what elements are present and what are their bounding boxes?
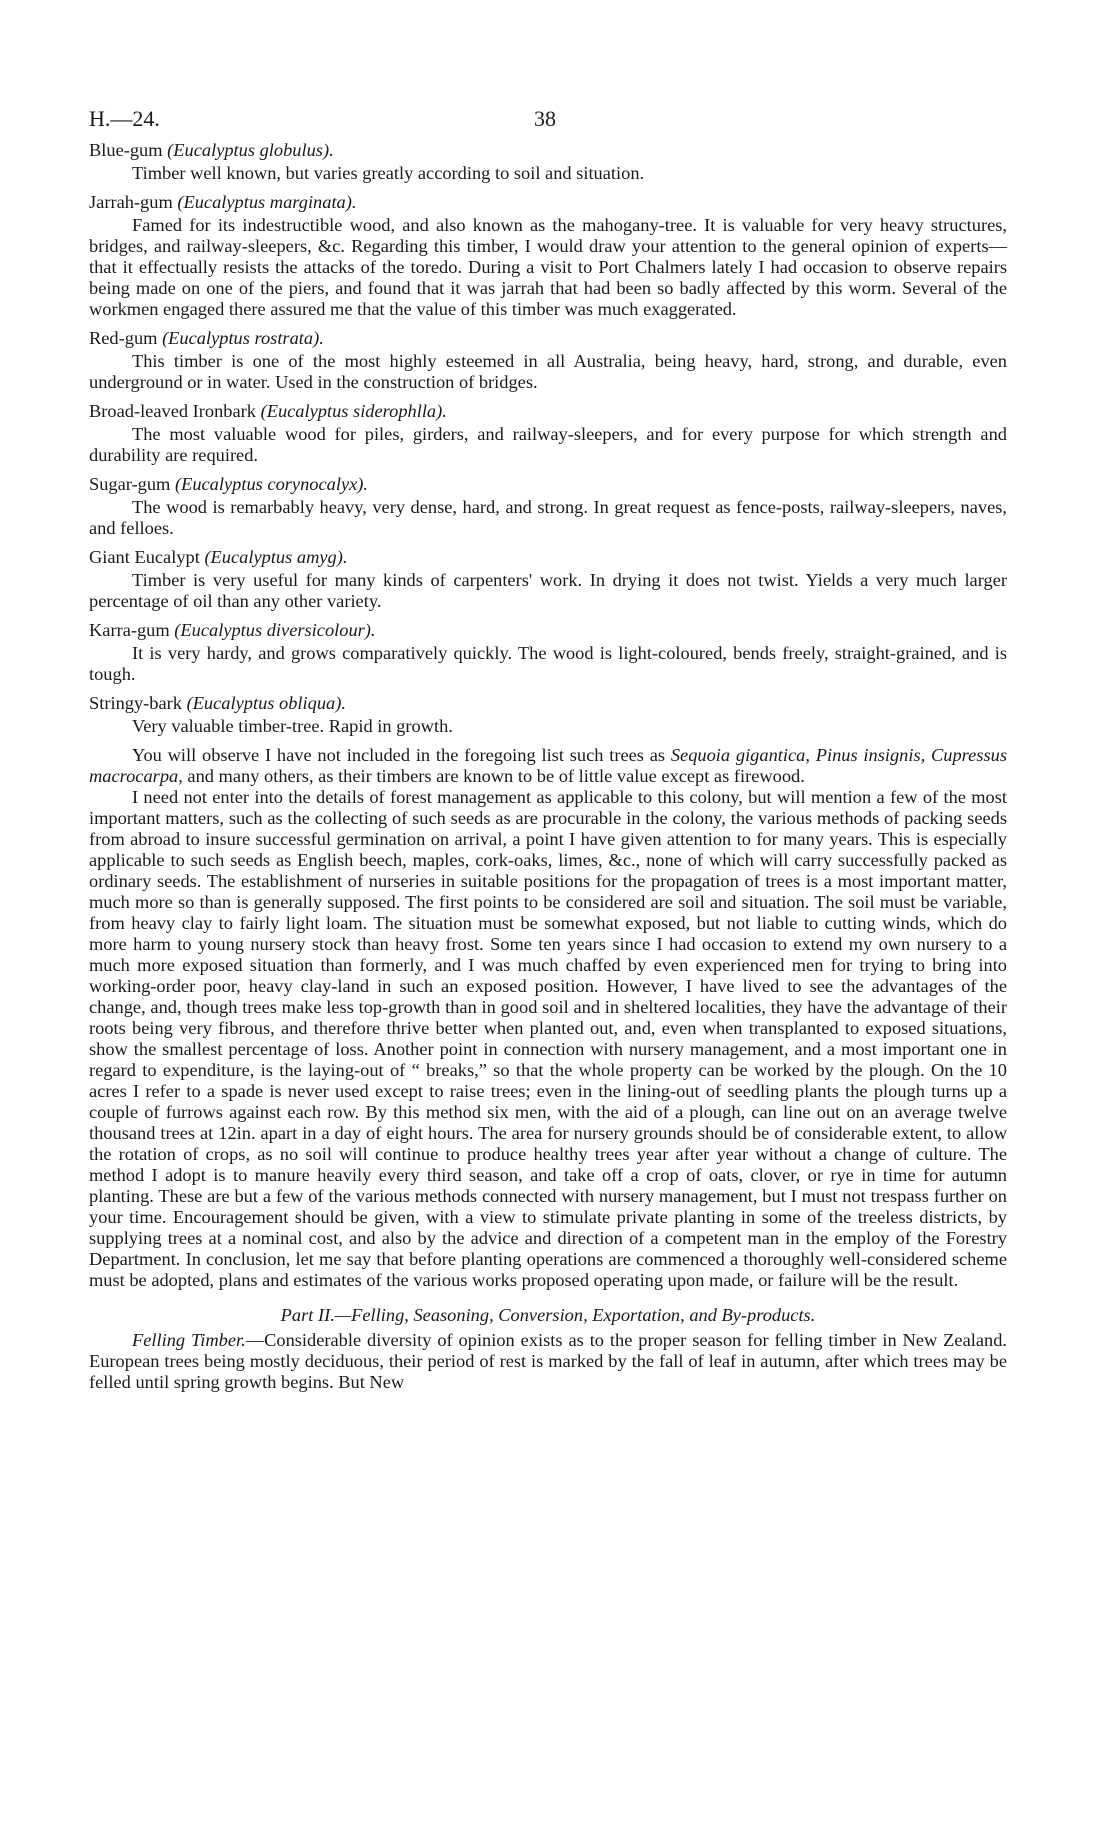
entry-title <box>89 547 1007 568</box>
page-header <box>89 100 1007 140</box>
tree-name: Giant Eucalypt <box>89 547 200 567</box>
section-heading: Part II.—Felling, Seasoning, Conversion, Exportation, and By-products. <box>280 1305 816 1325</box>
document-code: H.—24. <box>89 106 160 131</box>
subsection-lead: Felling Timber. <box>132 1330 246 1350</box>
entry-blue-gum <box>89 140 1007 184</box>
entry-title <box>89 693 1007 714</box>
entry-broad-leaved-ironbark <box>89 401 1007 466</box>
entry-description: It is very hardy, and grows comparatively quickly. The wood is light-coloured, bends freely, straight-grained, and is tough. <box>89 643 1007 684</box>
paragraph-felling-timber <box>89 1330 1007 1393</box>
entry-title <box>89 328 1007 349</box>
entry-title <box>89 192 1007 213</box>
entry-description: Famed for its indestructible wood, and also known as the mahogany-tree. It is valuable for very heavy structures, bridges, and railway-sleepers, &c. Regarding this timber, I would draw your attention to the general opinion of experts—that it effectually resists the attacks of the toredo. During a visit to Port Chalmers lately I had occasion to observe repairs being made on one of the piers, and found that it was jarrah that had been so badly affected by this worm. Several of the workmen engaged there assured me that the value of this timber was much exaggerated. <box>89 215 1007 319</box>
entry-title <box>89 620 1007 641</box>
tree-name: Stringy-bark <box>89 693 182 713</box>
paragraph-forest-management: I need not enter into the details of forest management as applicable to this colony, but will mention a few of the most important matters, such as the collecting of such seeds as are procurable in the colony, the various methods of packing seeds from abroad to insure successful germination on arrival, a point I have given attention to for many years. This is especially applicable to such seeds as English beech, maples, cork-oaks, limes, &c., none of which will carry successfully packed as ordinary seeds. The establishment of nurseries in suitable positions for the propagation of trees is a most important matter, much more so than is generally supposed. The first points to be considered are soil and situation. The soil must be variable, from heavy clay to fairly light loam. The situation must be somewhat exposed, but not liable to cutting winds, which do more harm to young nursery stock than heavy frost. Some ten years since I had occasion to extend my own nursery to a much more exposed situation than formerly, and I was much chaffed by even experienced men for trying to bring into working-order poor, heavy clay-land in such an exposed position. However, I have lived to see the advantages of the change, and, though trees make less top-growth than in good soil and in sheltered localities, they have the advantage of their roots being very fibrous, and therefore thrive better when planted out, and, even when transplanted to exposed situations, show the smallest percentage of loss. Another point in connection with nursery management, and a most important one in regard to expenditure, is the laying-out of “ breaks,” so that the whole property can be worked by the plough. On the 10 acres I refer to a spade is never used except to raise trees; even in the lining-out of seedling plants the plough turns up a couple of furrows against each row. By this method six men, with the aid of a plough, can line out on an average twelve thousand trees at 12in. apart in a day of eight hours. The area for nursery grounds should be of considerable extent, to allow the rotation of crops, as no soil will continue to produce healthy trees year after year without a change of culture. The method I adopt is to manure heavily every third season, and take off a crop of oats, clover, or rye in time for autumn planting. These are but a few of the various methods connected with nursery management, but I must not trespass further on your time. Encouragement should be given, with a view to stimulate private planting in some of the treeless districts, by supplying trees at a nominal cost, and also by the advice and direction of a competent man in the employ of the Forestry Department. In conclusion, let me say that before planting operations are commenced a thoroughly well-considered scheme must be adopted, plans and estimates of the various works proposed operating upon made, or failure will be the result. <box>89 787 1007 1290</box>
latin-name: (Eucalyptus marginata). <box>177 192 357 212</box>
latin-name: (Eucalyptus globulus). <box>167 140 334 160</box>
entry-title <box>89 401 1007 422</box>
latin-name: (Eucalyptus corynocalyx). <box>174 474 368 494</box>
paragraph-text: and many others, as their timbers are known to be of little value except as firewood. <box>182 766 805 786</box>
entry-red-gum <box>89 328 1007 393</box>
entry-sugar-gum <box>89 474 1007 539</box>
latin-name: (Eucalyptus obliqua). <box>186 693 346 713</box>
latin-name: (Eucalyptus amyg). <box>204 547 348 567</box>
entry-giant-eucalypt <box>89 547 1007 612</box>
latin-name: (Eucalyptus siderophlla). <box>260 401 447 421</box>
latin-name: (Eucalyptus rostrata). <box>162 328 324 348</box>
page-number: 38 <box>534 106 556 131</box>
entry-title <box>89 474 1007 495</box>
paragraph-text: You will observe I have not included in the foregoing list such trees as <box>132 745 671 765</box>
tree-name: Red-gum <box>89 328 158 348</box>
document-page <box>89 100 1007 1393</box>
paragraph-text: —Considerable diversity of opinion exists as to the proper season for felling timber in New Zealand. European trees being mostly deciduous, their period of rest is marked by the fall of leaf in autumn, after which trees may be felled until spring growth begins. But New <box>89 1330 1007 1392</box>
entry-karra-gum <box>89 620 1007 685</box>
entry-description: Very valuable timber-tree. Rapid in growth. <box>132 716 453 736</box>
tree-name: Jarrah-gum <box>89 192 173 212</box>
entry-jarrah-gum <box>89 192 1007 320</box>
latin-tree-list: Sequoia gigantica, Pinus insignis, Cupressus macrocarpa, <box>89 745 1007 786</box>
paragraph-excluded-trees <box>89 745 1007 787</box>
tree-name: Karra-gum <box>89 620 170 640</box>
entry-description: This timber is one of the most highly esteemed in all Australia, being heavy, hard, strong, and durable, even underground or in water. Used in the construction of bridges. <box>89 351 1007 392</box>
tree-name: Blue-gum <box>89 140 163 160</box>
entry-description: The most valuable wood for piles, girders, and railway-sleepers, and for every purpose for which strength and durability are required. <box>89 424 1007 465</box>
tree-name: Broad-leaved Ironbark <box>89 401 256 421</box>
entry-stringy-bark <box>89 693 1007 737</box>
entry-description: Timber is very useful for many kinds of carpenters' work. In drying it does not twist. Yields a very much larger percentage of oil than any other variety. <box>89 570 1007 611</box>
entry-description: The wood is remarbably heavy, very dense, hard, and strong. In great request as fence-posts, railway-sleepers, naves, and felloes. <box>89 497 1007 538</box>
entry-title <box>89 140 1007 161</box>
tree-name: Sugar-gum <box>89 474 171 494</box>
entry-description: Timber well known, but varies greatly according to soil and situation. <box>132 163 645 183</box>
latin-name: (Eucalyptus diversicolour). <box>174 620 376 640</box>
